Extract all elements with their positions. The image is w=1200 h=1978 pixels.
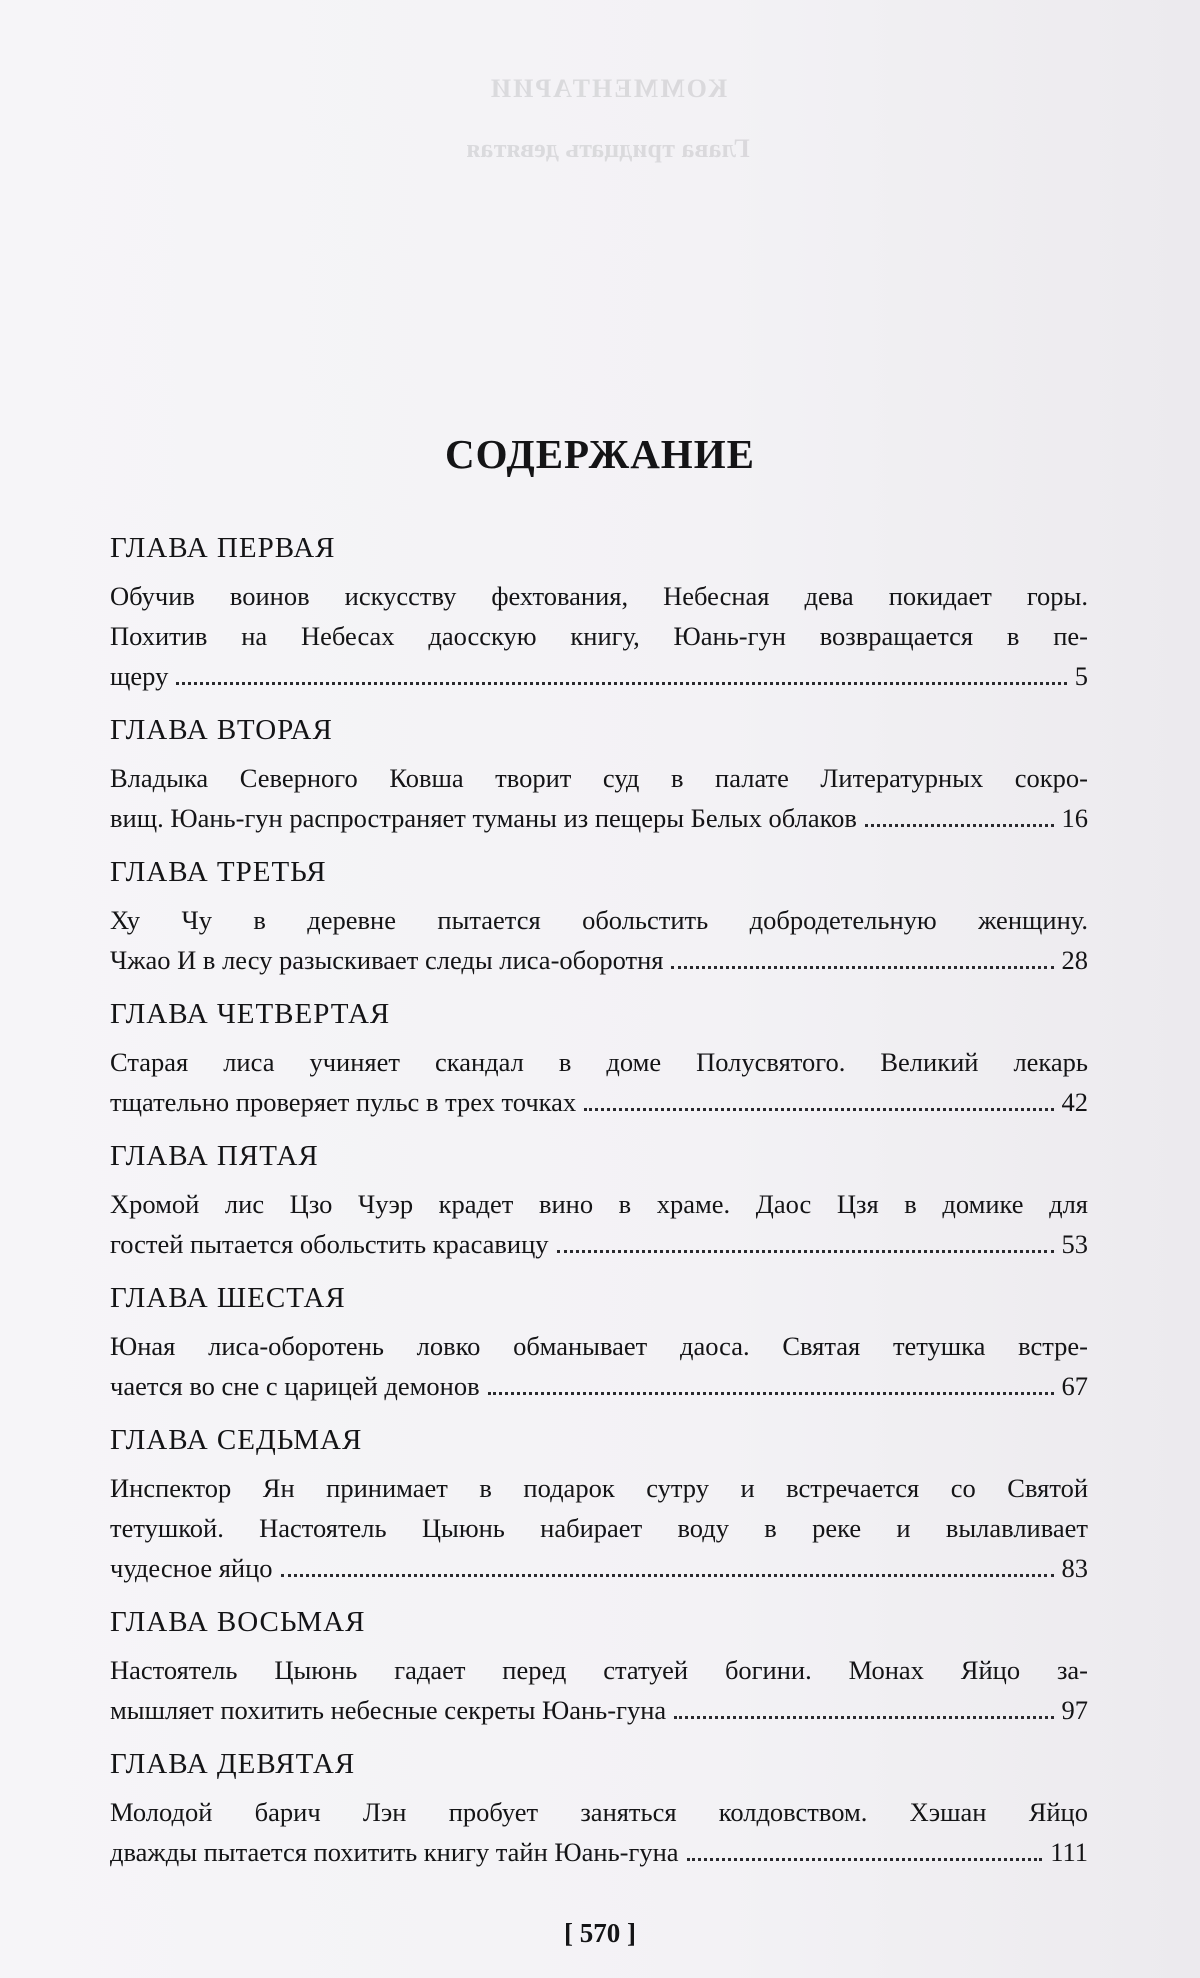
chapter-heading: ГЛАВА ВОСЬМАЯ (110, 1606, 366, 1638)
chapter-final-line (110, 1832, 1088, 1872)
toc-entry (110, 528, 1088, 696)
toc-entry (110, 1278, 1088, 1406)
chapter-page-number: 83 (1061, 1553, 1088, 1583)
dot-leader (584, 1082, 1053, 1111)
chapter-final-line (110, 1548, 1088, 1588)
toc-entry (110, 1420, 1088, 1588)
chapter-page-number: 111 (1050, 1837, 1088, 1867)
toc-entry (110, 1136, 1088, 1264)
toc-entry (110, 852, 1088, 980)
page-title: СОДЕРЖАНИЕ (445, 431, 755, 477)
chapter-heading: ГЛАВА СЕДЬМАЯ (110, 1424, 363, 1456)
toc-entry (110, 1602, 1088, 1730)
chapter-description-line: тетушкой. Настоятель Цыюнь набирает воду в реке и вылавливает (110, 1513, 1088, 1543)
dot-leader (176, 656, 1066, 685)
chapter-description-line: дважды пытается похитить книгу тайн Юань-гуна (110, 1837, 679, 1867)
chapter-description-line: Обучив воинов искусству фехтования, Небесная дева покидает горы. (110, 581, 1088, 611)
chapter-final-line (110, 1366, 1088, 1406)
bleed-through-text (108, 70, 1108, 168)
bleed-through-subhead: Глава тридцать девятая (466, 134, 750, 163)
chapter-heading: ГЛАВА ВТОРАЯ (110, 714, 333, 746)
chapter-description-line: Юная лиса-оборотень ловко обманывает даоса. Святая тетушка встре- (110, 1331, 1088, 1361)
chapter-page-number: 67 (1061, 1371, 1088, 1401)
chapter-page-number: 53 (1061, 1229, 1088, 1259)
chapter-page-number: 42 (1061, 1087, 1088, 1117)
chapter-description-line: Старая лиса учиняет скандал в доме Полусвятого. Великий лекарь (110, 1047, 1088, 1077)
chapter-description-line: Молодой барич Лэн пробует заняться колдовством. Хэшан Яйцо (110, 1797, 1088, 1827)
chapter-heading: ГЛАВА ПЕРВАЯ (110, 532, 336, 564)
chapter-heading: ГЛАВА ТРЕТЬЯ (110, 856, 327, 888)
chapter-description-line: Настоятель Цыюнь гадает перед статуей богини. Монах Яйцо за- (110, 1655, 1088, 1685)
table-of-contents (110, 528, 1088, 1886)
chapter-description-line: мышляет похитить небесные секреты Юань-гуна (110, 1695, 667, 1725)
chapter-heading: ГЛАВА ШЕСТАЯ (110, 1282, 346, 1314)
chapter-final-line (110, 940, 1088, 980)
chapter-description-line: чается во сне с царицей демонов (110, 1371, 480, 1401)
dot-leader (281, 1548, 1054, 1577)
chapter-description-line: гостей пытается обольстить красавицу (110, 1229, 549, 1259)
chapter-final-line (110, 1224, 1088, 1264)
chapter-description-line: Ху Чу в деревне пытается обольстить добродетельную женщину. (110, 905, 1088, 935)
chapter-description-line: чудесное яйцо (110, 1553, 273, 1583)
chapter-heading: ГЛАВА ДЕВЯТАЯ (110, 1748, 356, 1780)
chapter-description-line: тщательно проверяет пульс в трех точках (110, 1087, 577, 1117)
page-number: [ 570 ] (564, 1918, 636, 1948)
chapter-final-line (110, 1082, 1088, 1122)
dot-leader (865, 798, 1054, 827)
chapter-page-number: 97 (1061, 1695, 1088, 1725)
chapter-page-number: 28 (1061, 945, 1088, 975)
dot-leader (687, 1832, 1043, 1861)
toc-entry (110, 994, 1088, 1122)
dot-leader (674, 1690, 1053, 1719)
chapter-description-line: щеру (110, 661, 169, 691)
chapter-description-line: Похитив на Небесах даосскую книгу, Юань-гун возвращается в пе- (110, 621, 1088, 651)
chapter-page-number: 16 (1061, 803, 1088, 833)
chapter-final-line (110, 656, 1088, 696)
chapter-description-line: Владыка Северного Ковша творит суд в палате Литературных сокро- (110, 763, 1088, 793)
dot-leader (488, 1366, 1054, 1395)
chapter-final-line (110, 1690, 1088, 1730)
chapter-description-line: Чжао И в лесу разыскивает следы лиса-оборотня (110, 945, 664, 975)
toc-entry (110, 710, 1088, 838)
chapter-description-line: Хромой лис Цзо Чуэр крадет вино в храме. Даос Цзя в домике для (110, 1189, 1088, 1219)
chapter-heading: ГЛАВА ЧЕТВЕРТАЯ (110, 998, 391, 1030)
chapter-heading: ГЛАВА ПЯТАЯ (110, 1140, 319, 1172)
bleed-through-header: КОММЕНТАРИИ (488, 74, 728, 103)
chapter-final-line (110, 798, 1088, 838)
chapter-description-line: вищ. Юань-гун распространяет туманы из пещеры Белых облаков (110, 803, 857, 833)
chapter-description-line: Инспектор Ян принимает в подарок сутру и встречается со Святой (110, 1473, 1088, 1503)
toc-entry (110, 1744, 1088, 1872)
dot-leader (671, 940, 1053, 969)
dot-leader (557, 1224, 1054, 1253)
chapter-page-number: 5 (1074, 661, 1088, 691)
